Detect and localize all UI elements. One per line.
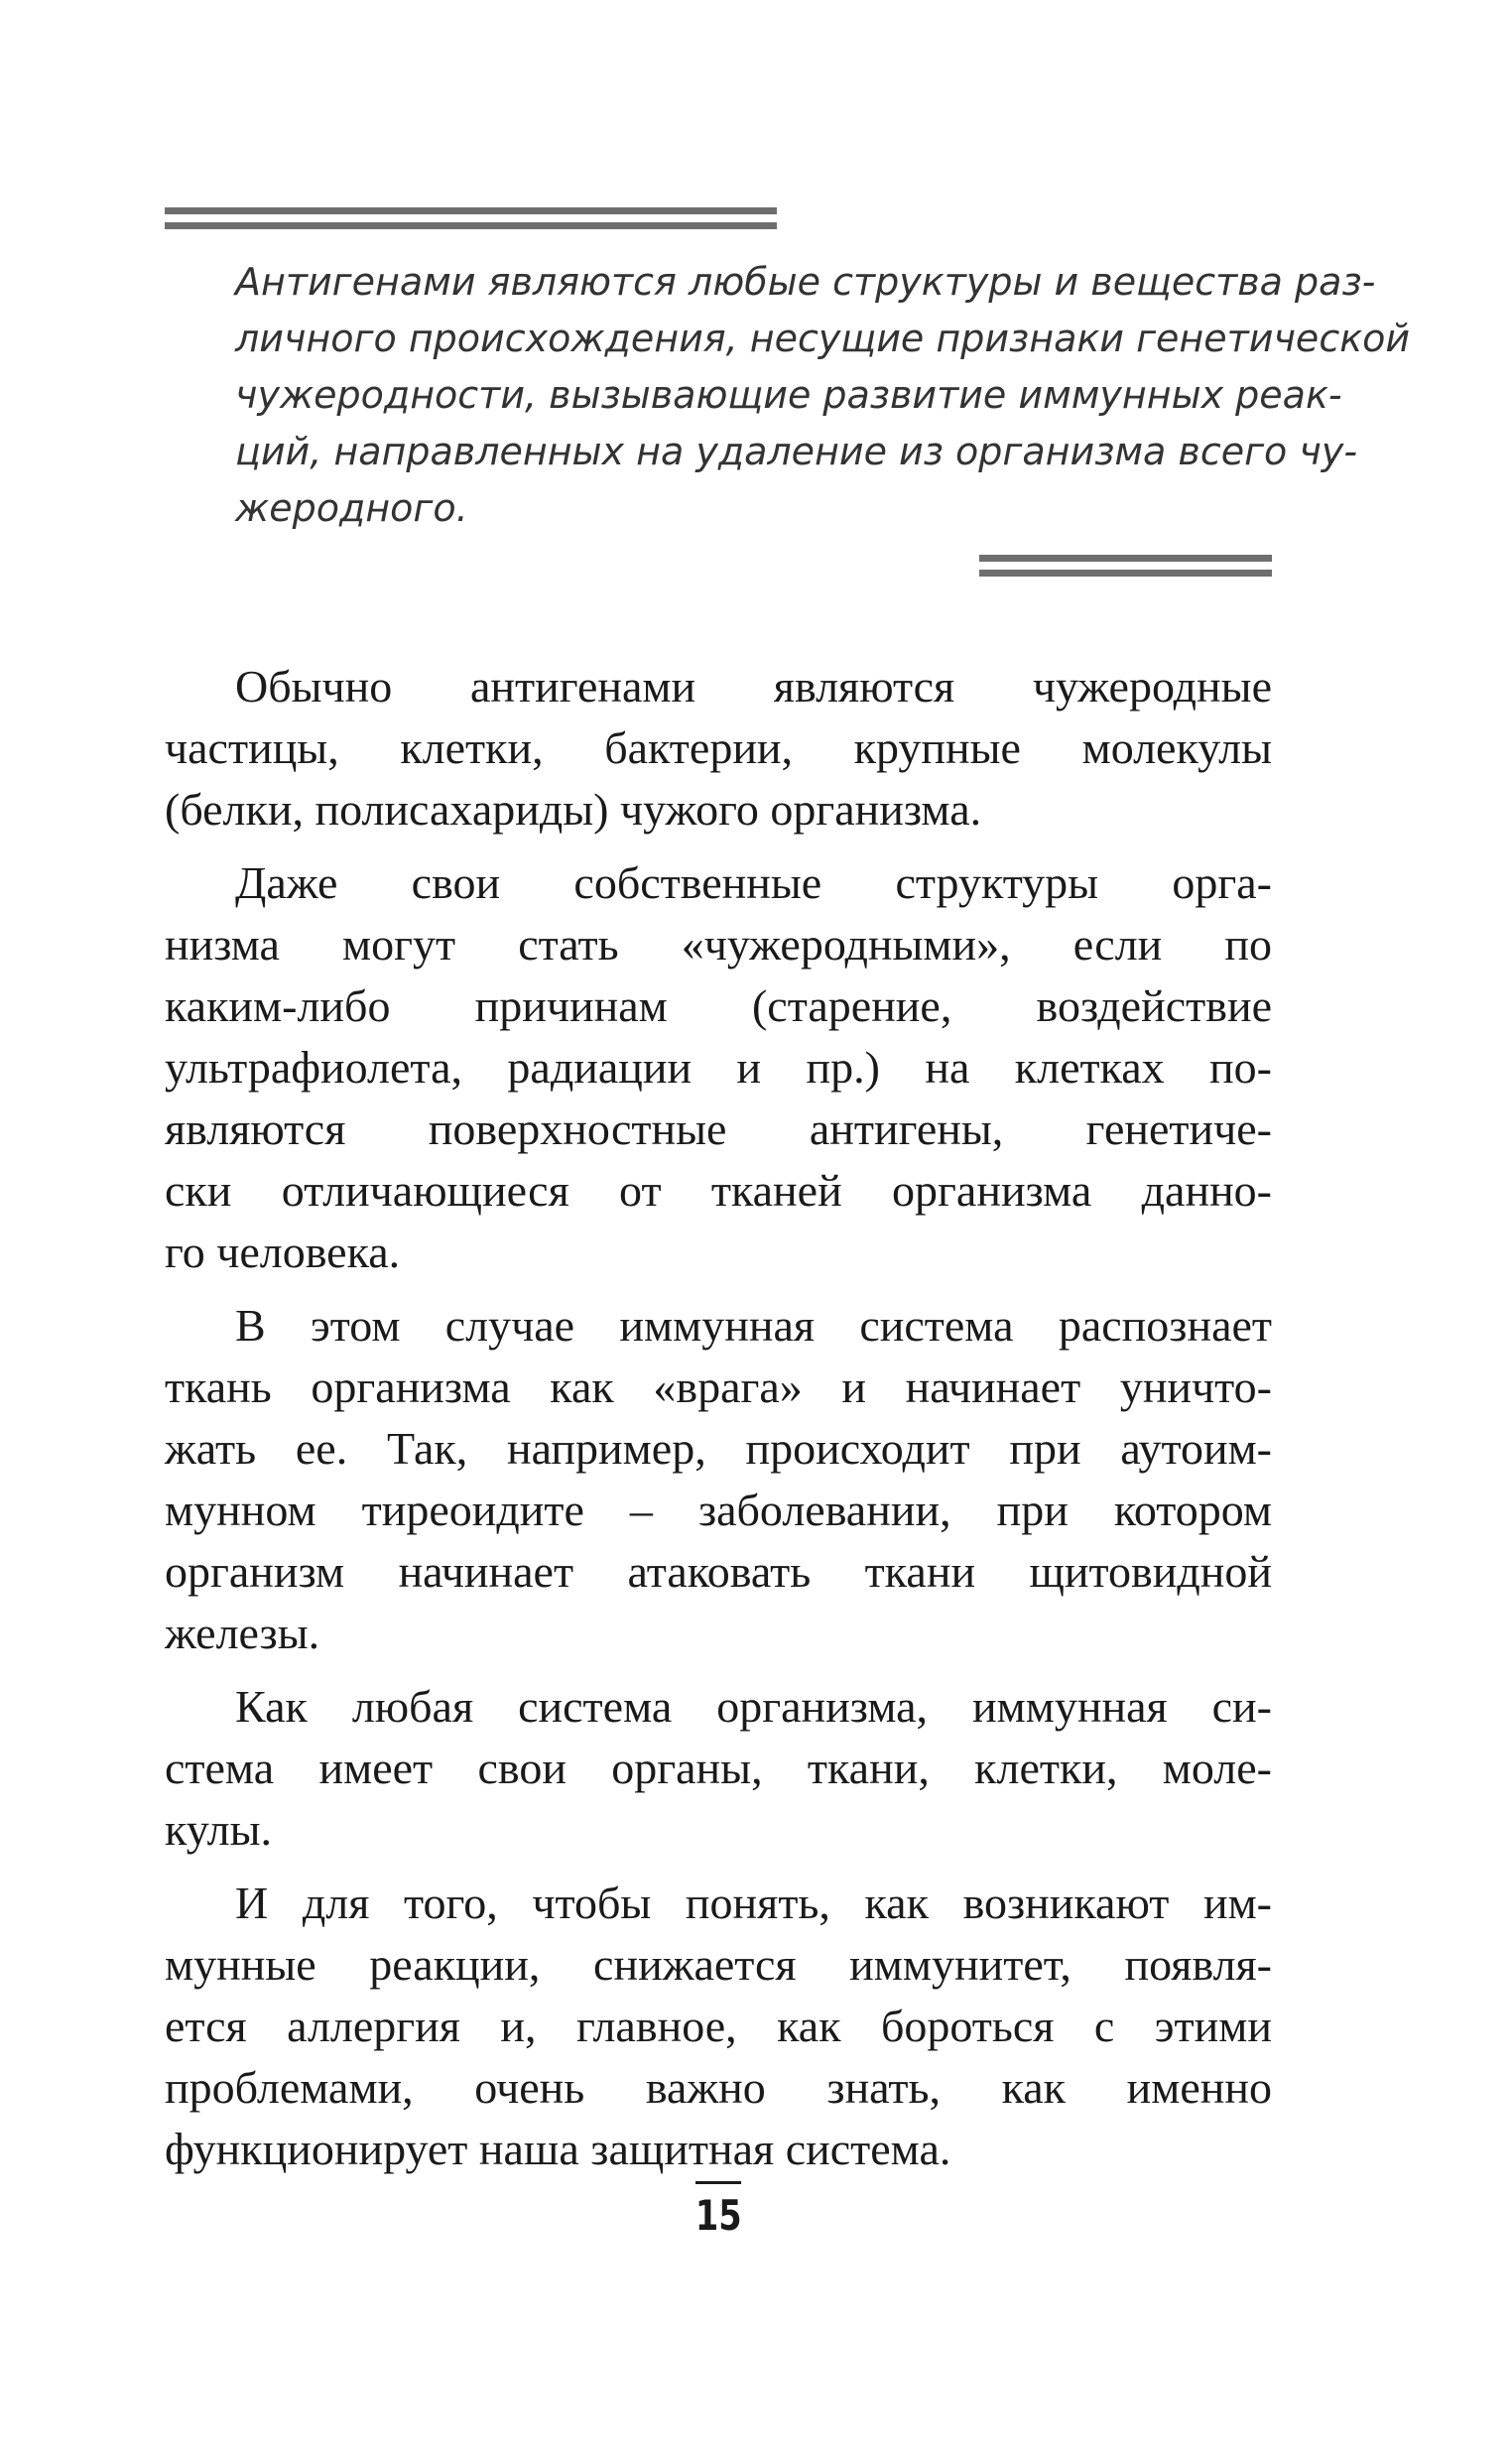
callout-line: жеродного. (235, 486, 468, 530)
paragraph-line: Даже свои собственные структуры орга- (235, 857, 1272, 908)
paragraph-line: мунном тиреоидите – заболевании, при котором (165, 1485, 1272, 1535)
paragraph-line: частицы, клетки, бактерии, крупные молекулы (165, 722, 1272, 773)
callout-line: Антигенами являются любые структуры и вещества раз- (235, 260, 1376, 304)
paragraph-line: Обычно антигенами являются чужеродные (235, 661, 1272, 712)
page-number-rule (695, 2181, 741, 2184)
paragraph-line: В этом случае иммунная система распознает (235, 1300, 1272, 1351)
paragraph-line: жать ее. Так, например, происходит при аутоим- (165, 1423, 1272, 1474)
callout-bottom-rule-1 (979, 555, 1272, 562)
paragraph-line: И для того, чтобы понять, как возникают им- (235, 1878, 1272, 1928)
paragraph-line: организм начинает атаковать ткани щитовидной (165, 1546, 1272, 1597)
paragraph-line: ультрафиолета, радиации и пр.) на клетках по- (165, 1042, 1272, 1093)
paragraph-line: низма могут стать «чужеродными», если по (165, 919, 1272, 970)
paragraph-line: каким-либо причинам (старение, воздействие (165, 980, 1272, 1031)
paragraph-line: мунные реакции, снижается иммунитет, появля- (165, 1939, 1272, 1990)
paragraph (165, 1873, 1272, 2180)
callout-line: ций, направленных на удаление из организма всего чу- (235, 430, 1358, 473)
page-number-block (689, 2181, 748, 2242)
paragraph-line: ткань организма как «врага» и начинает уничто- (165, 1361, 1272, 1412)
paragraph (165, 656, 1272, 841)
callout-top-rule-2 (165, 222, 777, 229)
paragraph (165, 1676, 1272, 1861)
paragraph-line: го человека. (165, 1227, 401, 1277)
paragraph-line: являются поверхностные антигены, генетиче- (165, 1103, 1272, 1154)
paragraph-line: ется аллергия и, главное, как бороться с этими (165, 2001, 1272, 2051)
paragraph-line: кулы. (165, 1804, 273, 1855)
paragraph (165, 1295, 1272, 1664)
callout-line: личного происхождения, несущие признаки генетической (235, 317, 1411, 360)
paragraph-line: стема имеет свои органы, ткани, клетки, моле- (165, 1743, 1272, 1793)
paragraph-line: проблемами, очень важно знать, как именно (165, 2062, 1272, 2113)
paragraph-line: Как любая система организма, иммунная си- (235, 1681, 1272, 1732)
body-text (165, 656, 1272, 2192)
paragraph-line: (белки, полисахариды) чужого организма. (165, 784, 982, 835)
callout-line: чужеродности, вызывающие развитие иммунных реак- (235, 373, 1342, 417)
paragraph (165, 852, 1272, 1283)
definition-callout (235, 254, 1411, 537)
paragraph-line: железы. (165, 1608, 320, 1658)
page-number: 15 (694, 2191, 742, 2240)
paragraph-line: функционирует наша защитная система. (165, 2124, 951, 2174)
callout-top-rule-1 (165, 207, 777, 214)
callout-bottom-rule-2 (979, 570, 1272, 577)
paragraph-line: ски отличающиеся от тканей организма данно- (165, 1165, 1272, 1216)
